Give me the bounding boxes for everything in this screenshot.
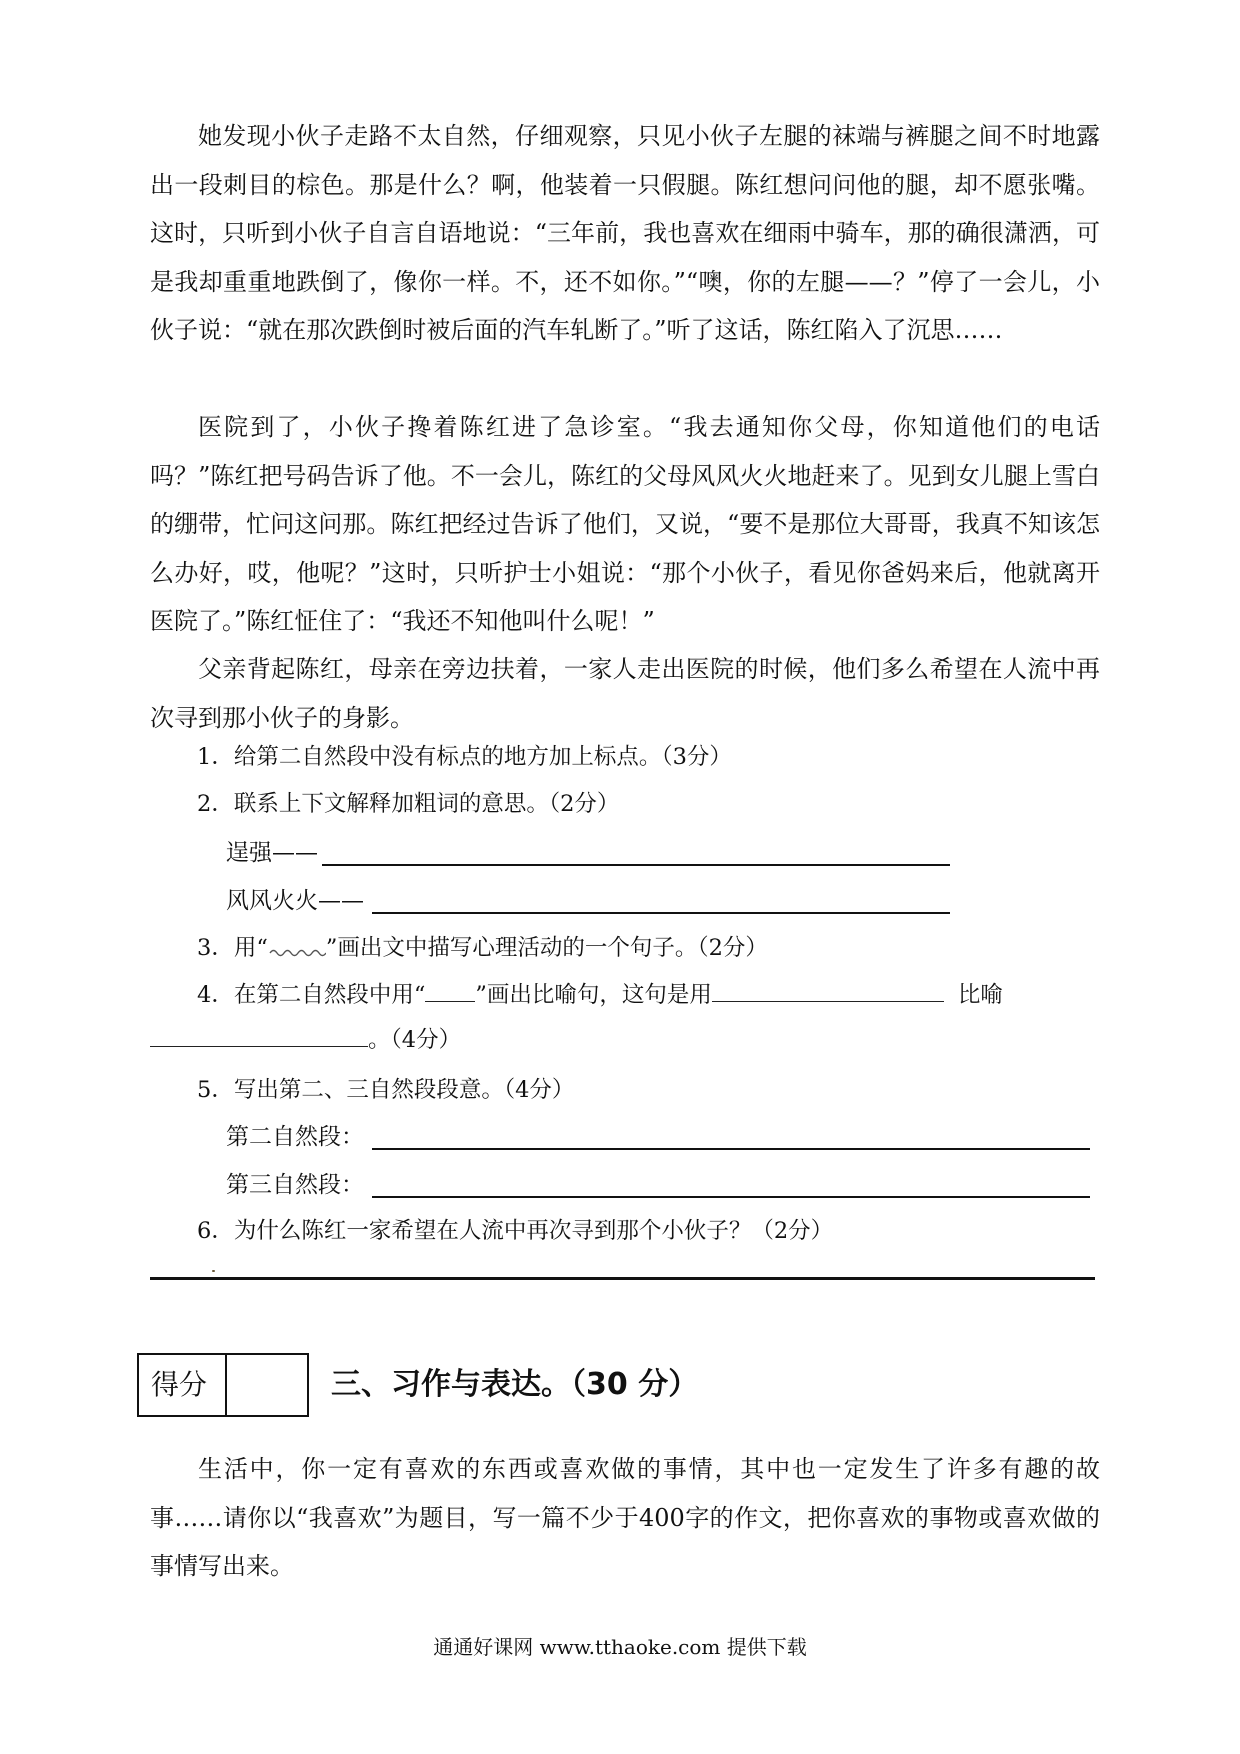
- passage-paragraph-1: 她发现小伙子走路不太自然，仔细观察，只见小伙子左腿的袜端与裤腿之间不时地露出一段刺目的棕色。那是什么？啊，他装着一只假腿。陈红想问问他的腿，却不愿张嘴。这时，只听到小伙子自言自语地说：“三年前，我也喜欢在细雨中骑车，那的确很潇洒，可是我却重重地跌倒了，像你一样。不，还不如你。”“噢，你的左腿——？”停了一会儿，小伙子说：“就在那次跌倒时被后面的汽车轧断了。”听了这话，陈红陷入了沉思……: [150, 122, 1100, 344]
- writing-prompt: 生活中，你一定有喜欢的东西或喜欢做的事情，其中也一定发生了许多有趣的故事……请你以“我喜欢”为题目，写一篇不少于400字的作文，把你喜欢的事物或喜欢做的事情写出来。: [150, 1455, 1100, 1580]
- question-5-paragraph-2-label: 第二自然段：: [226, 1124, 364, 1150]
- question-4-prefix: 4．在第二自然段中用“: [197, 982, 426, 1008]
- answer-line-question-6[interactable]: [150, 1277, 1095, 1280]
- question-5: 5．写出第二、三自然段段意。（4分）: [197, 1077, 575, 1103]
- question-2-term-1: 逞强——: [226, 840, 318, 866]
- score-label: 得分: [151, 1368, 208, 1401]
- answer-blank-4b[interactable]: [150, 1045, 368, 1047]
- question-4-middle: ”画出比喻句，这句是用: [475, 982, 712, 1008]
- score-box: [137, 1353, 309, 1417]
- answer-line-term-2[interactable]: [372, 912, 950, 914]
- question-4-metaphor-word: 比喻: [957, 982, 1003, 1008]
- scan-speck: [212, 1270, 215, 1272]
- answer-line-paragraph-2[interactable]: [372, 1148, 1090, 1150]
- question-3-prefix: 3．用“: [197, 935, 268, 961]
- question-4: [197, 979, 1003, 1011]
- passage-paragraph-3: 父亲背起陈红，母亲在旁边扶着，一家人走出医院的时候，他们多么希望在人流中再次寻到那小伙子的身影。: [150, 655, 1100, 732]
- question-4-end: 。（4分）: [368, 1027, 462, 1053]
- score-box-divider: [225, 1355, 227, 1415]
- straight-underline-icon: [425, 1000, 475, 1002]
- question-6: 6．为什么陈红一家希望在人流中再次寻到那个小伙子？（2分）: [197, 1218, 834, 1244]
- wavy-underline-icon: [268, 945, 326, 957]
- question-4-continued: [150, 1024, 461, 1056]
- answer-line-paragraph-3[interactable]: [372, 1196, 1090, 1198]
- answer-line-term-1[interactable]: [322, 864, 950, 866]
- section-3-title: 三、习作与表达。（30 分）: [331, 1367, 699, 1402]
- question-1: 1．给第二自然段中没有标点的地方加上标点。（3分）: [197, 744, 732, 770]
- question-3: [197, 932, 768, 964]
- question-3-suffix: ”画出文中描写心理活动的一个句子。（2分）: [325, 935, 768, 961]
- passage-paragraph-2: 医院到了，小伙子搀着陈红进了急诊室。“我去通知你父母，你知道他们的电话吗？”陈红把号码告诉了他。不一会儿，陈红的父母风风火火地赶来了。见到女儿腿上雪白的绷带，忙问这问那。陈红把经过告诉了他们，又说，“要不是那位大哥哥，我真不知该怎么办好，哎，他呢？”这时，只听护士小姐说：“那个小伙子，看见你爸妈来后，他就离开医院了。”陈红怔住了：“我还不知他叫什么呢！”: [150, 413, 1100, 635]
- answer-blank-4a[interactable]: [712, 1000, 944, 1002]
- question-5-paragraph-3-label: 第三自然段：: [226, 1172, 364, 1198]
- footer-source: 通通好课网 www.tthaoke.com 提供下载: [433, 1635, 807, 1659]
- question-2: 2．联系上下文解释加粗词的意思。（2分）: [197, 791, 620, 817]
- question-2-term-2: 风风火火——: [226, 888, 364, 914]
